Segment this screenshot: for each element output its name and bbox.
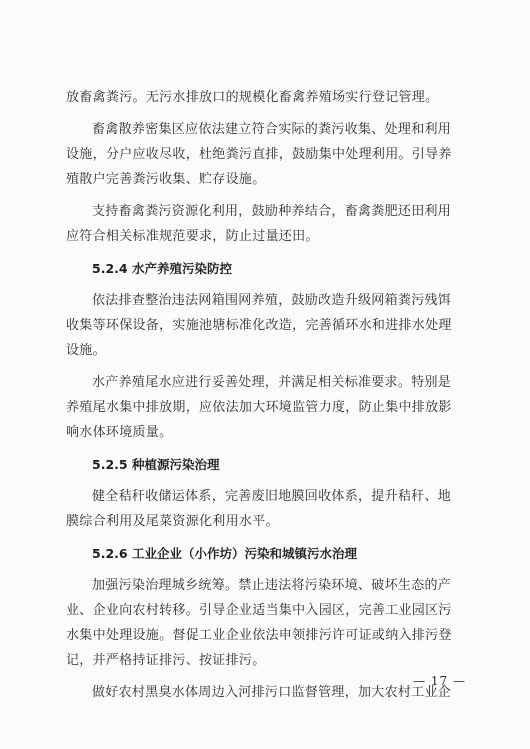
text-line: 响水体环境质量。 (66, 425, 173, 440)
text-line: 依法排查整治违法网箱围网养殖，鼓励改造升级网箱粪污残饵 (92, 293, 452, 308)
paragraph (66, 370, 470, 445)
text-line: 放畜禽粪污。无污水排放口的规模化畜禽养殖场实行登记管理。 (66, 90, 439, 105)
text-line: 加强污染治理城乡统筹。禁止违法将污染环境、破坏生态的产 (92, 578, 452, 593)
paragraph (66, 484, 470, 534)
paragraph (66, 288, 470, 363)
text-line: 畜禽散养密集区应依法建立符合实际的粪污收集、处理和利用 (92, 122, 452, 137)
text-line: 记，并严格持证排污、按证排污。 (66, 653, 266, 668)
text-line: 设施。 (66, 343, 106, 358)
page-body (66, 85, 470, 712)
section-heading: 5.2.4 水产养殖污染防控 (92, 261, 232, 276)
text-line: 养殖尾水集中排放期，应依法加大环境监管力度，防止集中排放影 (66, 400, 452, 415)
text-line: 水产养殖尾水应进行妥善处理，并满足相关标准要求。特别是 (92, 375, 452, 390)
text-line: 殖散户完善粪污收集、贮存设施。 (66, 172, 266, 187)
text-line: 设施，分户应收尽收，杜绝粪污直排，鼓励集中处理利用。引导养 (66, 147, 452, 162)
text-line: 膜综合利用及尾菜资源化利用水平。 (66, 514, 279, 529)
page-number: — 17 — (413, 674, 466, 688)
text-line: 业、企业向农村转移。引导企业适当集中入园区，完善工业园区污 (66, 603, 452, 618)
text-line: 做好农村黑臭水体周边入河排污口监督管理，加大农村工业企 (92, 685, 452, 700)
text-line: 应符合相关标准规范要求，防止过量还田。 (66, 229, 319, 244)
section-heading: 5.2.5 种植源污染治理 (92, 457, 220, 472)
paragraph (66, 85, 470, 110)
paragraph (66, 117, 470, 192)
text-line: 收集等环保设备，实施池塘标准化改造，完善循环水和进排水处理 (66, 318, 452, 333)
text-line: 水集中处理设施。督促工业企业依法申领排污许可证或纳入排污登 (66, 628, 452, 643)
paragraph (66, 680, 470, 705)
section-heading: 5.2.6 工业企业（小作坊）污染和城镇污水治理 (92, 546, 357, 561)
paragraph (66, 199, 470, 249)
text-line: 健全秸秆收储运体系，完善废旧地膜回收体系，提升秸秆、地 (92, 489, 452, 504)
text-line: 支持畜禽粪污资源化利用，鼓励种养结合，畜禽粪肥还田利用 (92, 204, 452, 219)
paragraph (66, 573, 470, 673)
